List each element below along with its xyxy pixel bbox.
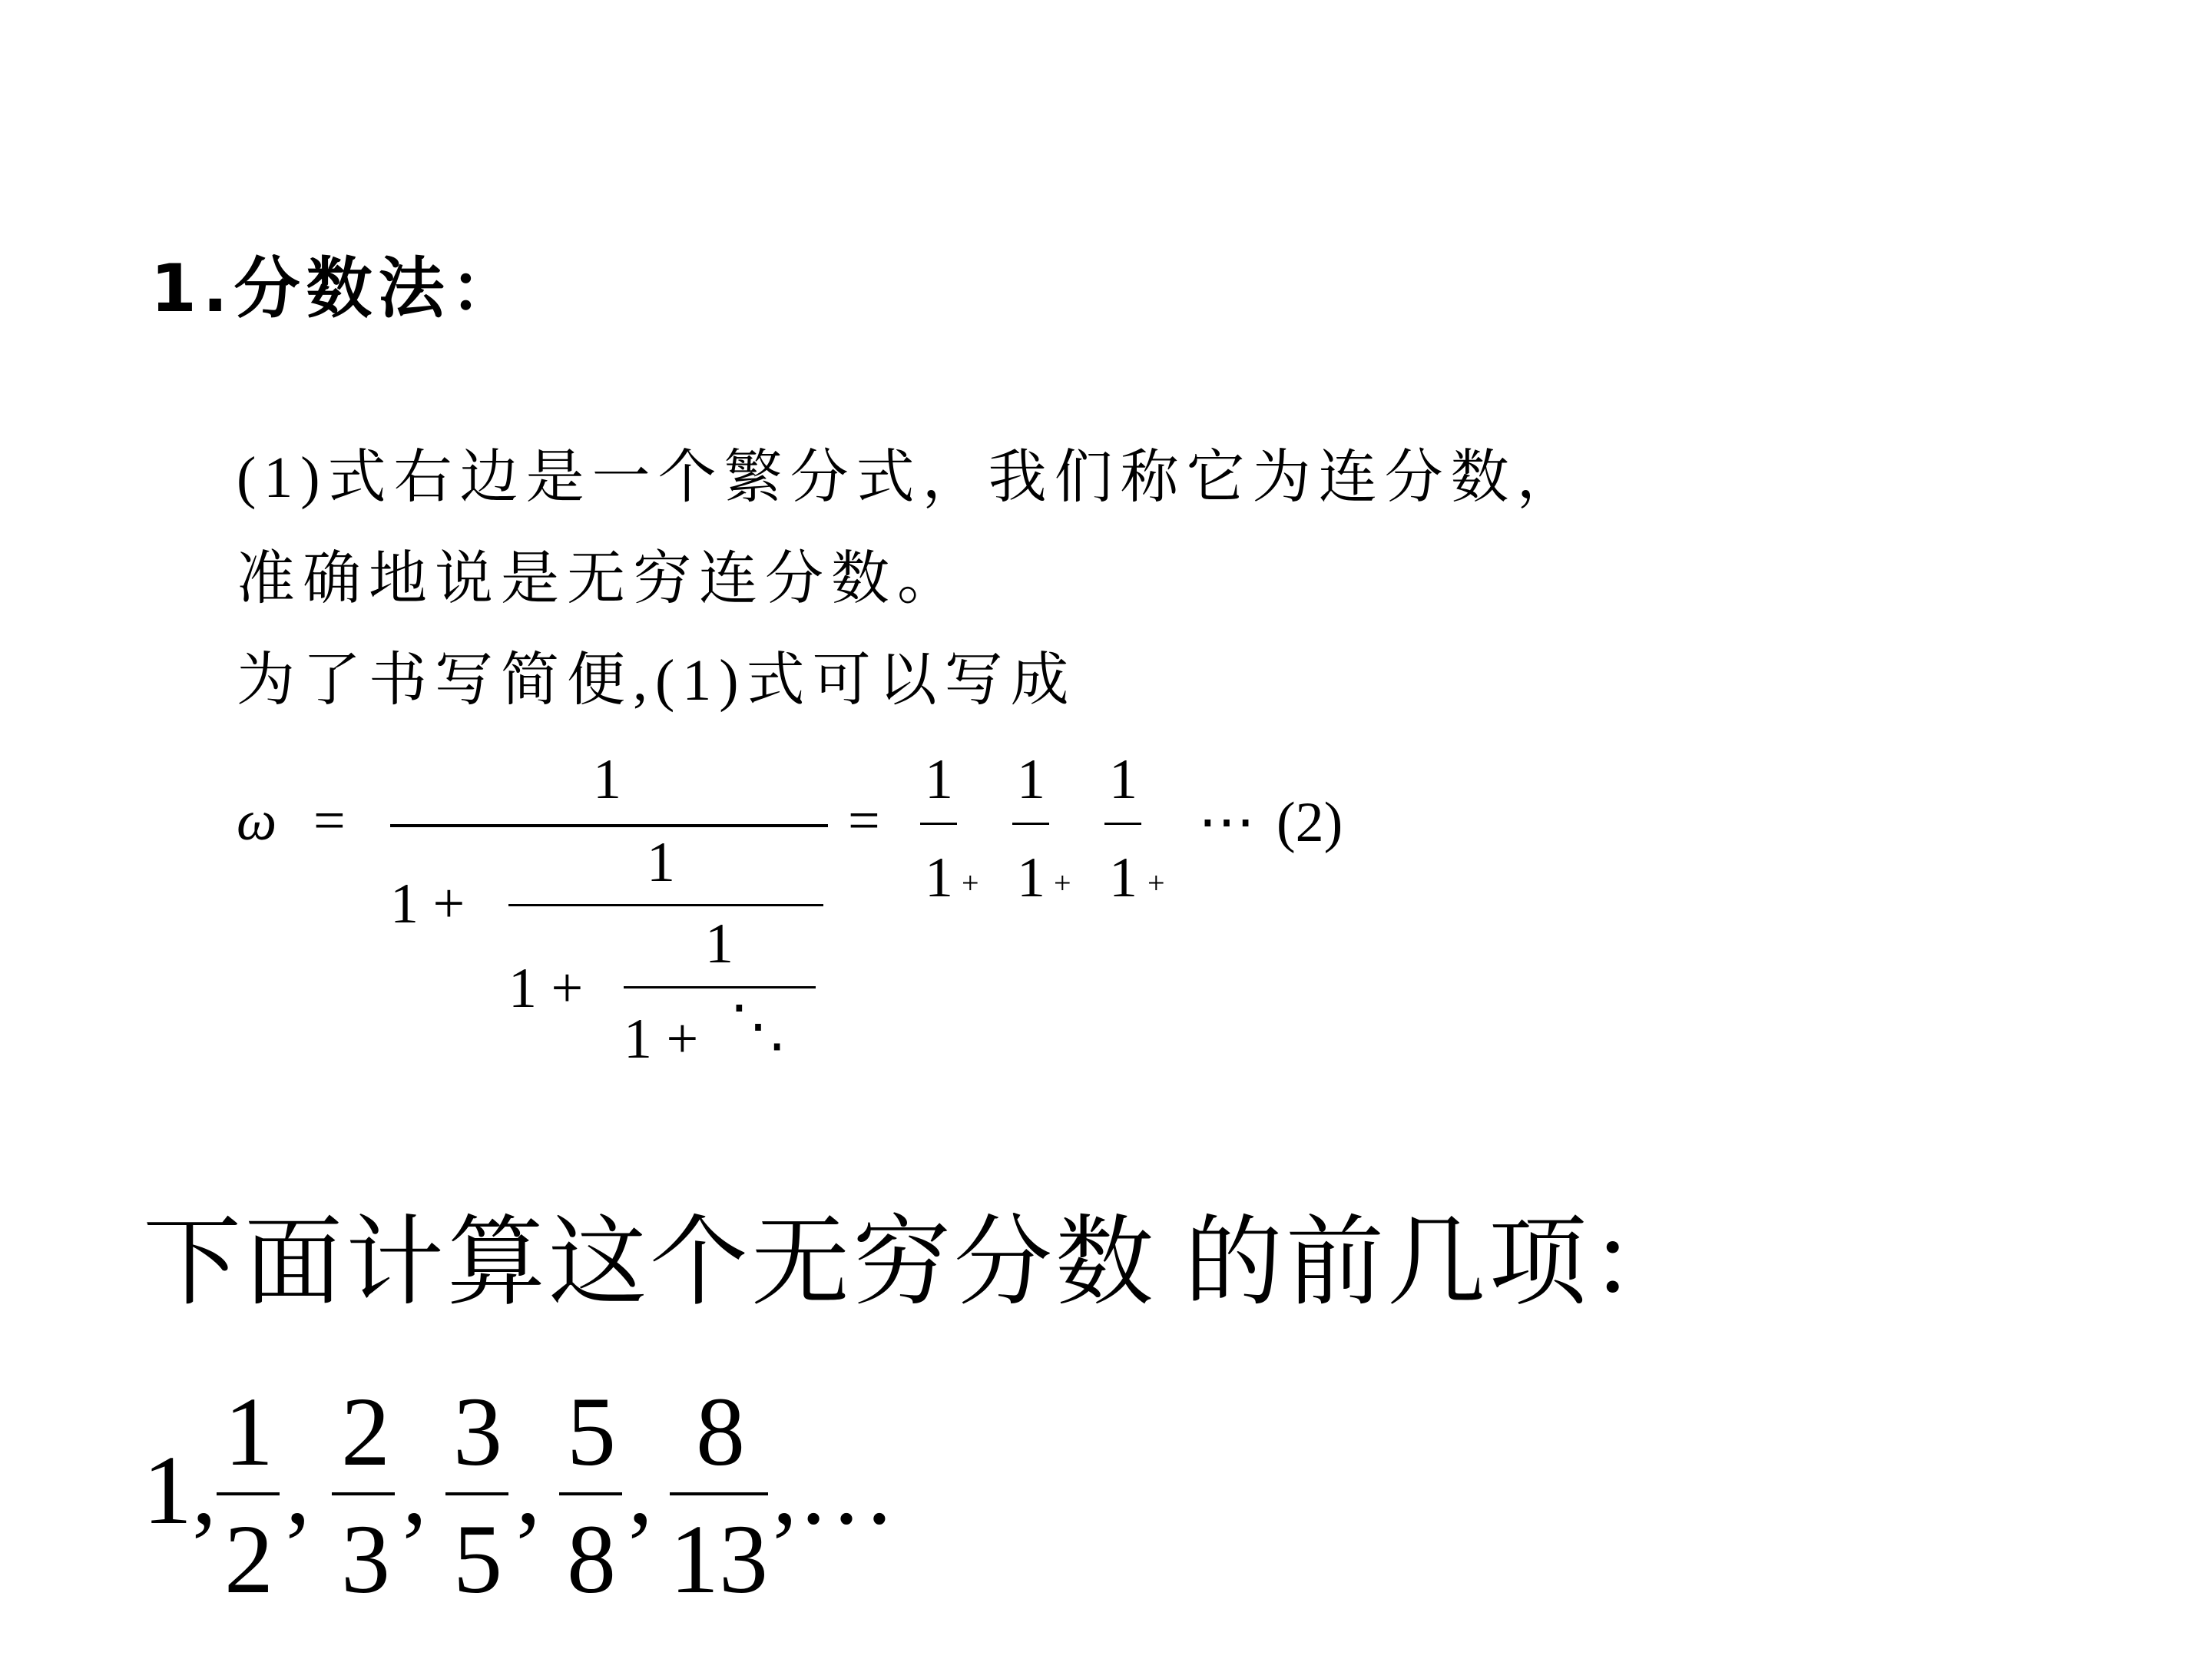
equals-sign: = (313, 790, 346, 853)
section-heading: 1.分数法： (151, 250, 523, 327)
fraction-3-denominator: 5 (453, 1505, 502, 1614)
compact-bar-1 (920, 823, 957, 825)
compact-numerator-3: 1 (1109, 748, 1137, 811)
paragraph-line-1: (1)式右边是一个繁分式，我们称它为连分数， (237, 445, 1583, 510)
sequence-first-term: 1, (143, 1435, 217, 1545)
compact-bar-2 (1012, 823, 1049, 825)
fraction-5-denominator: 13 (670, 1505, 768, 1614)
sequence-comma-3: , (516, 1435, 541, 1545)
fraction-3-numerator: 3 (453, 1377, 502, 1486)
fraction-2-denominator: 3 (341, 1505, 390, 1614)
fraction-2-bar (332, 1492, 395, 1495)
paragraph-line-2: 准确地说是无穷连分数。 (237, 547, 963, 611)
paragraph-line-3: 为了书写简便,(1)式可以写成 (237, 648, 1077, 713)
sequence-comma-1: , (286, 1435, 310, 1545)
fraction-5-numerator: 8 (696, 1377, 745, 1486)
ellipsis: ⋯ (1198, 791, 1255, 854)
fraction-1-denominator: 2 (224, 1505, 273, 1614)
fraction-1-bar (217, 1492, 280, 1495)
compact-plus-2: + (1054, 866, 1071, 900)
fraction-3-bar (445, 1492, 508, 1495)
equals-sign-2: = (848, 790, 880, 853)
level3-fraction-bar (624, 986, 816, 988)
compact-bar-3 (1104, 823, 1141, 825)
level1-one-plus: 1 + (390, 873, 465, 935)
sequence-comma-4: , (628, 1435, 653, 1545)
main-numerator: 1 (593, 748, 621, 811)
compact-denominator-3: 1 (1109, 846, 1137, 909)
fraction-1-numerator: 1 (224, 1377, 273, 1486)
diagonal-dots: ⋱ (730, 995, 786, 1058)
fraction-4-bar (559, 1492, 622, 1495)
equation-label: (2) (1277, 791, 1343, 854)
fraction-5-bar (670, 1492, 768, 1495)
compact-plus-1: + (962, 866, 979, 900)
omega-symbol: ω (237, 790, 277, 853)
sequence-comma-2: , (402, 1435, 427, 1545)
level3-one-plus: 1 + (624, 1008, 699, 1071)
compact-denominator-1: 1 (925, 846, 953, 909)
level2-numerator: 1 (647, 831, 675, 894)
compact-numerator-1: 1 (925, 748, 953, 811)
fraction-2-numerator: 2 (341, 1377, 390, 1486)
compact-denominator-2: 1 (1017, 846, 1045, 909)
compact-plus-3: + (1147, 866, 1165, 900)
sequence-trailing-ellipsis: ,… (773, 1435, 896, 1545)
fraction-4-denominator: 8 (567, 1505, 616, 1614)
compact-numerator-2: 1 (1017, 748, 1045, 811)
level2-one-plus: 1 + (508, 957, 584, 1020)
subheading: 下面计算这个无穷分数 的前几项： (143, 1208, 1692, 1317)
fraction-4-numerator: 5 (567, 1377, 616, 1486)
main-fraction-bar (390, 824, 828, 827)
level3-numerator: 1 (705, 912, 733, 975)
level2-fraction-bar (508, 904, 823, 906)
